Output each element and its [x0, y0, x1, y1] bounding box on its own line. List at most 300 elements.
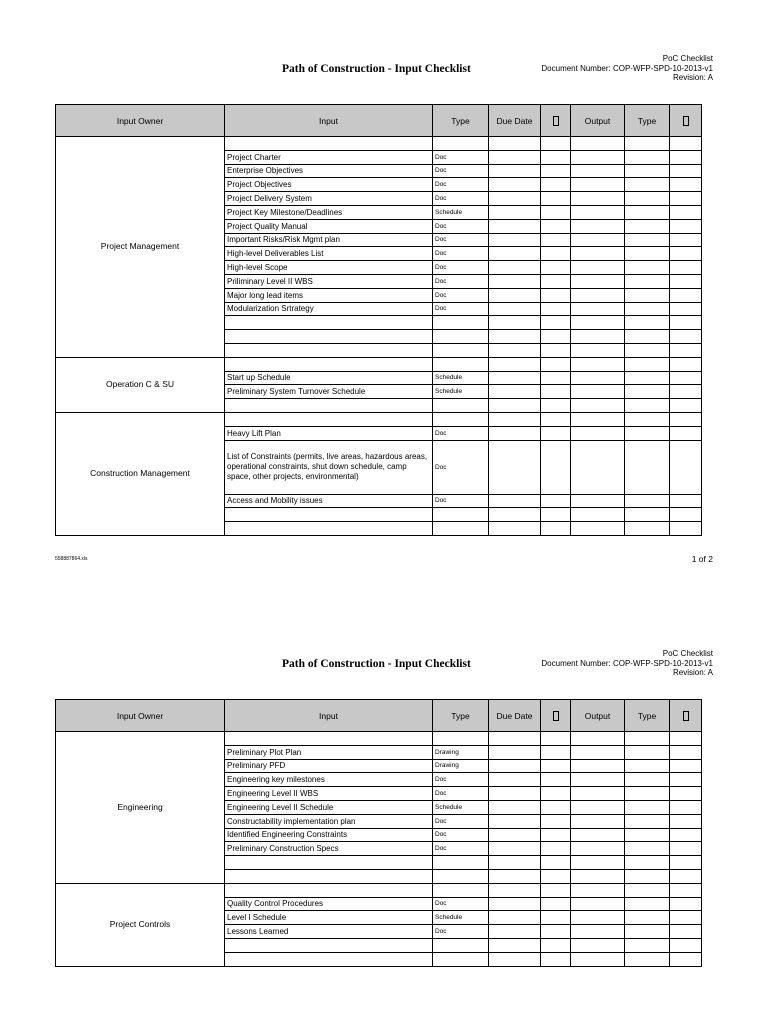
- empty-cell: [541, 952, 571, 966]
- empty-cell: [433, 412, 489, 426]
- empty-cell: [670, 316, 702, 330]
- checklist-label: PoC Checklist: [662, 54, 713, 63]
- empty-cell: [489, 814, 541, 828]
- document-title: Path of Construction - Input Checklist: [282, 63, 471, 75]
- empty-cell: [489, 869, 541, 883]
- input-cell: Project Key Milestone/Deadlines: [225, 205, 433, 219]
- empty-cell: [625, 828, 670, 842]
- empty-cell: [625, 343, 670, 357]
- empty-cell: [625, 247, 670, 261]
- empty-cell: [670, 399, 702, 413]
- empty-cell: [670, 178, 702, 192]
- empty-cell: [541, 828, 571, 842]
- empty-cell: [670, 814, 702, 828]
- empty-cell: [433, 952, 489, 966]
- empty-cell: [571, 178, 625, 192]
- empty-cell: [489, 316, 541, 330]
- empty-cell: [541, 164, 571, 178]
- empty-cell: [571, 343, 625, 357]
- empty-cell: [571, 745, 625, 759]
- input-cell: Enterprise Objectives: [225, 164, 433, 178]
- empty-cell: [489, 385, 541, 399]
- empty-cell: [225, 316, 433, 330]
- col-header-input: Input: [225, 105, 433, 137]
- empty-cell: [625, 773, 670, 787]
- empty-cell: [489, 399, 541, 413]
- empty-cell: [489, 330, 541, 344]
- empty-cell: [670, 343, 702, 357]
- checklist-table: [55, 104, 702, 536]
- empty-cell: [670, 192, 702, 206]
- type-cell: Doc: [433, 440, 489, 494]
- empty-cell: [670, 856, 702, 870]
- empty-cell: [489, 274, 541, 288]
- table-row: [56, 412, 702, 426]
- empty-cell: [625, 938, 670, 952]
- empty-cell: [489, 800, 541, 814]
- empty-cell: [571, 385, 625, 399]
- input-cell: Constructability implementation plan: [225, 814, 433, 828]
- empty-cell: [625, 288, 670, 302]
- empty-cell: [571, 137, 625, 151]
- empty-cell: [670, 330, 702, 344]
- type-cell: Doc: [433, 164, 489, 178]
- empty-cell: [670, 732, 702, 746]
- empty-cell: [433, 508, 489, 522]
- input-cell: Project Quality Manual: [225, 219, 433, 233]
- empty-cell: [625, 869, 670, 883]
- empty-cell: [571, 205, 625, 219]
- empty-cell: [571, 164, 625, 178]
- empty-cell: [571, 800, 625, 814]
- empty-cell: [489, 787, 541, 801]
- input-owner-cell: Project Management: [56, 137, 225, 358]
- type-cell: Schedule: [433, 371, 489, 385]
- checkbox-icon: [683, 711, 689, 721]
- input-cell: Preliminary Construction Specs: [225, 842, 433, 856]
- type-cell: Doc: [433, 494, 489, 508]
- empty-cell: [489, 897, 541, 911]
- empty-cell: [225, 883, 433, 897]
- empty-cell: [670, 440, 702, 494]
- empty-cell: [571, 371, 625, 385]
- empty-cell: [571, 399, 625, 413]
- type-cell: Doc: [433, 925, 489, 939]
- empty-cell: [670, 828, 702, 842]
- document-meta: [541, 649, 713, 678]
- empty-cell: [541, 192, 571, 206]
- empty-cell: [433, 856, 489, 870]
- empty-cell: [541, 759, 571, 773]
- input-cell: Level I Schedule: [225, 911, 433, 925]
- empty-cell: [625, 856, 670, 870]
- empty-cell: [670, 897, 702, 911]
- empty-cell: [670, 952, 702, 966]
- empty-cell: [670, 137, 702, 151]
- input-cell: Engineering Level II Schedule: [225, 800, 433, 814]
- empty-cell: [571, 883, 625, 897]
- empty-cell: [571, 911, 625, 925]
- checklist-label: PoC Checklist: [662, 649, 713, 658]
- table-row: [56, 732, 702, 746]
- empty-cell: [670, 219, 702, 233]
- empty-cell: [489, 343, 541, 357]
- empty-cell: [571, 938, 625, 952]
- empty-cell: [670, 938, 702, 952]
- input-cell: Modularization Srtrategy: [225, 302, 433, 316]
- checkbox-icon: [553, 711, 559, 721]
- type-cell: Doc: [433, 773, 489, 787]
- empty-cell: [225, 343, 433, 357]
- empty-cell: [541, 357, 571, 371]
- empty-cell: [489, 883, 541, 897]
- empty-cell: [625, 150, 670, 164]
- col-header-owner: Input Owner: [56, 105, 225, 137]
- input-owner-cell: Operation C & SU: [56, 357, 225, 412]
- input-cell: Start up Schedule: [225, 371, 433, 385]
- empty-cell: [541, 274, 571, 288]
- empty-cell: [625, 732, 670, 746]
- empty-cell: [541, 316, 571, 330]
- checkbox-icon: [683, 116, 689, 126]
- col-header-type2: Type: [625, 105, 670, 137]
- empty-cell: [225, 412, 433, 426]
- empty-cell: [670, 164, 702, 178]
- input-cell: Project Objectives: [225, 178, 433, 192]
- empty-cell: [571, 440, 625, 494]
- empty-cell: [225, 869, 433, 883]
- empty-cell: [541, 925, 571, 939]
- empty-cell: [225, 522, 433, 536]
- input-cell: Preliminary PFD: [225, 759, 433, 773]
- empty-cell: [489, 828, 541, 842]
- empty-cell: [625, 911, 670, 925]
- type-cell: Drawing: [433, 745, 489, 759]
- empty-cell: [571, 494, 625, 508]
- empty-cell: [670, 522, 702, 536]
- input-cell: Lessons Learned: [225, 925, 433, 939]
- type-cell: Doc: [433, 219, 489, 233]
- empty-cell: [571, 508, 625, 522]
- empty-cell: [670, 883, 702, 897]
- type-cell: Doc: [433, 842, 489, 856]
- input-cell: Project Delivery System: [225, 192, 433, 206]
- empty-cell: [541, 247, 571, 261]
- empty-cell: [625, 385, 670, 399]
- empty-cell: [541, 745, 571, 759]
- col-header-type: Type: [433, 700, 489, 732]
- input-cell: High-level Deliverables List: [225, 247, 433, 261]
- empty-cell: [541, 883, 571, 897]
- empty-cell: [541, 787, 571, 801]
- empty-cell: [489, 137, 541, 151]
- empty-cell: [571, 869, 625, 883]
- empty-cell: [571, 787, 625, 801]
- table-header-row: [56, 700, 702, 732]
- empty-cell: [625, 178, 670, 192]
- col-header-output: Output: [571, 105, 625, 137]
- empty-cell: [433, 330, 489, 344]
- input-cell: Engineering key milestones: [225, 773, 433, 787]
- input-owner-cell: Construction Management: [56, 412, 225, 535]
- empty-cell: [571, 828, 625, 842]
- empty-cell: [571, 357, 625, 371]
- empty-cell: [625, 219, 670, 233]
- empty-cell: [670, 357, 702, 371]
- empty-cell: [571, 426, 625, 440]
- checkbox-icon: [553, 116, 559, 126]
- type-cell: Schedule: [433, 911, 489, 925]
- empty-cell: [571, 247, 625, 261]
- empty-cell: [571, 814, 625, 828]
- empty-cell: [625, 952, 670, 966]
- empty-cell: [225, 508, 433, 522]
- empty-cell: [571, 261, 625, 275]
- empty-cell: [489, 426, 541, 440]
- empty-cell: [571, 759, 625, 773]
- type-cell: Doc: [433, 897, 489, 911]
- col-header-due-date: Due Date: [489, 700, 541, 732]
- input-cell: Heavy Lift Plan: [225, 426, 433, 440]
- empty-cell: [541, 371, 571, 385]
- empty-cell: [625, 205, 670, 219]
- col-header-type: Type: [433, 105, 489, 137]
- empty-cell: [541, 440, 571, 494]
- empty-cell: [541, 205, 571, 219]
- table-body: [56, 137, 702, 536]
- type-cell: Doc: [433, 302, 489, 316]
- empty-cell: [541, 178, 571, 192]
- empty-cell: [489, 192, 541, 206]
- empty-cell: [433, 522, 489, 536]
- empty-cell: [225, 357, 433, 371]
- empty-cell: [489, 856, 541, 870]
- empty-cell: [571, 522, 625, 536]
- type-cell: Doc: [433, 828, 489, 842]
- empty-cell: [489, 288, 541, 302]
- empty-cell: [489, 178, 541, 192]
- empty-cell: [670, 426, 702, 440]
- type-cell: Doc: [433, 192, 489, 206]
- empty-cell: [433, 357, 489, 371]
- input-cell: Quality Control Procedures: [225, 897, 433, 911]
- empty-cell: [670, 508, 702, 522]
- empty-cell: [489, 745, 541, 759]
- col-header-checkbox-2: [670, 105, 702, 137]
- empty-cell: [225, 938, 433, 952]
- empty-cell: [571, 316, 625, 330]
- type-cell: Schedule: [433, 385, 489, 399]
- empty-cell: [571, 219, 625, 233]
- empty-cell: [489, 164, 541, 178]
- empty-cell: [489, 925, 541, 939]
- empty-cell: [489, 952, 541, 966]
- empty-cell: [489, 233, 541, 247]
- empty-cell: [571, 952, 625, 966]
- empty-cell: [670, 842, 702, 856]
- empty-cell: [625, 233, 670, 247]
- empty-cell: [571, 288, 625, 302]
- col-header-input: Input: [225, 700, 433, 732]
- empty-cell: [541, 233, 571, 247]
- empty-cell: [541, 302, 571, 316]
- empty-cell: [670, 412, 702, 426]
- empty-cell: [670, 925, 702, 939]
- empty-cell: [571, 150, 625, 164]
- empty-cell: [571, 732, 625, 746]
- empty-cell: [670, 911, 702, 925]
- empty-cell: [571, 233, 625, 247]
- empty-cell: [571, 773, 625, 787]
- empty-cell: [541, 494, 571, 508]
- empty-cell: [571, 330, 625, 344]
- empty-cell: [625, 357, 670, 371]
- empty-cell: [670, 494, 702, 508]
- empty-cell: [571, 856, 625, 870]
- empty-cell: [541, 343, 571, 357]
- empty-cell: [541, 261, 571, 275]
- input-cell: Major long lead items: [225, 288, 433, 302]
- empty-cell: [625, 494, 670, 508]
- empty-cell: [489, 759, 541, 773]
- empty-cell: [433, 732, 489, 746]
- empty-cell: [625, 426, 670, 440]
- empty-cell: [541, 911, 571, 925]
- empty-cell: [541, 773, 571, 787]
- document-title: Path of Construction - Input Checklist: [282, 658, 471, 670]
- empty-cell: [670, 288, 702, 302]
- empty-cell: [625, 330, 670, 344]
- page-number: 1 of 2: [691, 554, 713, 564]
- empty-cell: [670, 869, 702, 883]
- type-cell: Doc: [433, 150, 489, 164]
- input-cell: Project Charter: [225, 150, 433, 164]
- empty-cell: [625, 883, 670, 897]
- col-header-checkbox-2: [670, 700, 702, 732]
- empty-cell: [571, 412, 625, 426]
- table-body: [56, 732, 702, 967]
- col-header-due-date: Due Date: [489, 105, 541, 137]
- table-row: [56, 357, 702, 371]
- empty-cell: [571, 897, 625, 911]
- table-row: [56, 883, 702, 897]
- empty-cell: [670, 274, 702, 288]
- empty-cell: [489, 842, 541, 856]
- input-cell: Engineering Level II WBS: [225, 787, 433, 801]
- empty-cell: [225, 137, 433, 151]
- empty-cell: [625, 261, 670, 275]
- table-header-row: [56, 105, 702, 137]
- input-cell: Access and Mobility issues: [225, 494, 433, 508]
- empty-cell: [433, 399, 489, 413]
- empty-cell: [541, 412, 571, 426]
- empty-cell: [433, 938, 489, 952]
- empty-cell: [625, 814, 670, 828]
- empty-cell: [541, 732, 571, 746]
- input-cell: High-level Scope: [225, 261, 433, 275]
- empty-cell: [541, 330, 571, 344]
- empty-cell: [571, 925, 625, 939]
- empty-cell: [670, 773, 702, 787]
- type-cell: Doc: [433, 178, 489, 192]
- empty-cell: [541, 842, 571, 856]
- type-cell: Schedule: [433, 205, 489, 219]
- empty-cell: [489, 732, 541, 746]
- empty-cell: [433, 137, 489, 151]
- input-cell: Identified Engineering Constraints: [225, 828, 433, 842]
- empty-cell: [541, 938, 571, 952]
- empty-cell: [541, 856, 571, 870]
- empty-cell: [670, 745, 702, 759]
- empty-cell: [489, 508, 541, 522]
- empty-cell: [433, 869, 489, 883]
- empty-cell: [625, 508, 670, 522]
- type-cell: Doc: [433, 787, 489, 801]
- empty-cell: [489, 150, 541, 164]
- empty-cell: [489, 412, 541, 426]
- empty-cell: [489, 938, 541, 952]
- empty-cell: [625, 316, 670, 330]
- empty-cell: [541, 150, 571, 164]
- empty-cell: [541, 869, 571, 883]
- type-cell: Doc: [433, 233, 489, 247]
- type-cell: Doc: [433, 274, 489, 288]
- empty-cell: [541, 385, 571, 399]
- table-row: [56, 137, 702, 151]
- input-owner-cell: Project Controls: [56, 883, 225, 966]
- empty-cell: [225, 856, 433, 870]
- col-header-owner: Input Owner: [56, 700, 225, 732]
- input-owner-cell: Engineering: [56, 732, 225, 884]
- col-header-output: Output: [571, 700, 625, 732]
- empty-cell: [433, 883, 489, 897]
- empty-cell: [489, 911, 541, 925]
- empty-cell: [625, 399, 670, 413]
- empty-cell: [225, 399, 433, 413]
- empty-cell: [625, 522, 670, 536]
- empty-cell: [541, 800, 571, 814]
- empty-cell: [541, 137, 571, 151]
- empty-cell: [489, 219, 541, 233]
- empty-cell: [625, 787, 670, 801]
- document-number: Document Number: COP-WFP-SPD-10-2013-v1: [541, 63, 713, 73]
- input-cell: Preliminary Plot Plan: [225, 745, 433, 759]
- empty-cell: [625, 274, 670, 288]
- empty-cell: [489, 522, 541, 536]
- empty-cell: [571, 842, 625, 856]
- revision: Revision: A: [672, 73, 713, 82]
- empty-cell: [541, 219, 571, 233]
- col-header-checkbox: [541, 700, 571, 732]
- input-cell: Priliminary Level II WBS: [225, 274, 433, 288]
- document-page-2: [0, 595, 768, 1024]
- empty-cell: [625, 842, 670, 856]
- empty-cell: [571, 274, 625, 288]
- empty-cell: [541, 522, 571, 536]
- empty-cell: [433, 343, 489, 357]
- empty-cell: [541, 288, 571, 302]
- empty-cell: [670, 385, 702, 399]
- empty-cell: [670, 150, 702, 164]
- empty-cell: [670, 205, 702, 219]
- empty-cell: [670, 247, 702, 261]
- type-cell: Doc: [433, 261, 489, 275]
- empty-cell: [541, 399, 571, 413]
- empty-cell: [225, 330, 433, 344]
- empty-cell: [625, 371, 670, 385]
- empty-cell: [541, 426, 571, 440]
- type-cell: Doc: [433, 288, 489, 302]
